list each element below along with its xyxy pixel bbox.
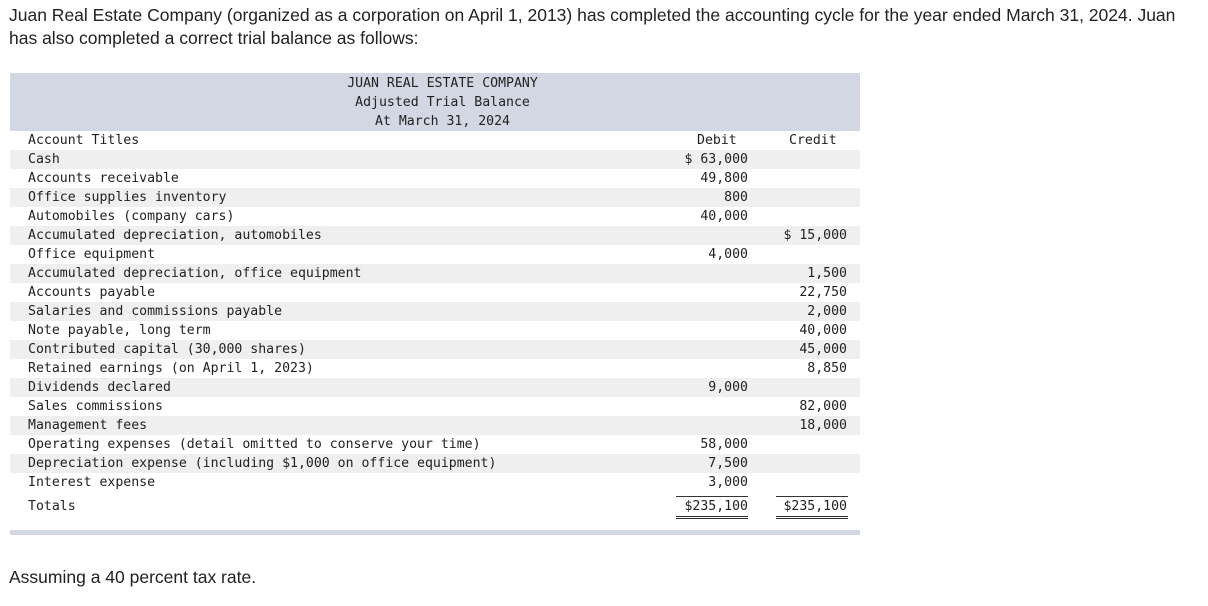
trial-balance-table <box>10 73 860 514</box>
credit-amount: 8,850 <box>807 361 847 376</box>
debit-total-double-underline <box>676 516 748 517</box>
credit-amount: 40,000 <box>799 323 847 338</box>
table-row <box>10 321 860 340</box>
debit-amount: 3,000 <box>708 475 748 490</box>
totals-row <box>10 497 860 516</box>
account-title: Sales commissions <box>28 399 163 414</box>
credit-total-double-underline <box>776 518 848 519</box>
credit-header: Credit <box>789 133 837 148</box>
table-row <box>10 283 860 302</box>
problem-intro: Juan Real Estate Company (organized as a corporation on April 1, 2013) has completed the accounting cycle for the year ended March 31, 2024. Juan has also completed a correct trial balance as follows: <box>9 5 1176 48</box>
debit-amount: 9,000 <box>708 380 748 395</box>
account-title: Office supplies inventory <box>28 190 227 205</box>
account-title: Salaries and commissions payable <box>28 304 283 319</box>
table-row <box>10 435 860 454</box>
company-name: JUAN REAL ESTATE COMPANY <box>347 76 538 91</box>
table-row <box>10 245 860 264</box>
account-title: Accumulated depreciation, office equipment <box>28 266 362 281</box>
account-title: Office equipment <box>28 247 156 262</box>
debit-amount: 800 <box>724 190 748 205</box>
statement-title: Adjusted Trial Balance <box>355 95 530 110</box>
account-title: Contributed capital (30,000 shares) <box>28 342 306 357</box>
credit-amount: 1,500 <box>807 266 847 281</box>
debit-amount: 7,500 <box>708 456 748 471</box>
credit-amount: 2,000 <box>807 304 847 319</box>
credit-total: $235,100 <box>783 499 847 514</box>
debit-header: Debit <box>697 133 737 148</box>
tax-rate-note: Assuming a 40 percent tax rate. <box>9 567 257 587</box>
table-row <box>10 188 860 207</box>
debit-total: $235,100 <box>684 499 748 514</box>
account-title: Interest expense <box>28 475 156 490</box>
account-title: Note payable, long term <box>28 323 211 338</box>
table-row <box>10 359 860 378</box>
statement-date: At March 31, 2024 <box>375 114 510 129</box>
account-title: Dividends declared <box>28 380 171 395</box>
credit-amount: 82,000 <box>799 399 847 414</box>
debit-total-double-underline <box>676 518 748 519</box>
table-row <box>10 150 860 169</box>
debit-amount: 4,000 <box>708 247 748 262</box>
table-row <box>10 416 860 435</box>
table-row <box>10 340 860 359</box>
account-title: Automobiles (company cars) <box>28 209 235 224</box>
account-title: Management fees <box>28 418 148 433</box>
account-title: Accounts receivable <box>28 171 179 186</box>
account-title: Operating expenses (detail omitted to conserve your time) <box>28 437 481 452</box>
account-title: Cash <box>28 152 60 167</box>
account-title: Accumulated depreciation, automobiles <box>28 228 322 243</box>
column-header-row <box>10 131 860 150</box>
credit-amount: 22,750 <box>799 285 847 300</box>
account-titles-header: Account Titles <box>28 133 140 148</box>
table-row <box>10 264 860 283</box>
credit-total-double-underline <box>776 516 848 517</box>
account-title: Retained earnings (on April 1, 2023) <box>28 361 314 376</box>
debit-amount: 40,000 <box>700 209 748 224</box>
credit-amount: 45,000 <box>799 342 847 357</box>
table-row <box>10 378 860 397</box>
table-row <box>10 169 860 188</box>
table-bottom-bar <box>10 530 860 535</box>
table-row <box>10 302 860 321</box>
credit-amount: $ 15,000 <box>783 228 847 243</box>
table-row <box>10 207 860 226</box>
account-title: Depreciation expense (including $1,000 on office equipment) <box>28 456 497 471</box>
account-title: Accounts payable <box>28 285 156 300</box>
debit-amount: 49,800 <box>700 171 748 186</box>
table-row <box>10 454 860 473</box>
table-row <box>10 473 860 492</box>
totals-label: Totals <box>28 499 76 514</box>
debit-amount: $ 63,000 <box>684 152 748 167</box>
debit-amount: 58,000 <box>700 437 748 452</box>
table-row <box>10 397 860 416</box>
credit-amount: 18,000 <box>799 418 847 433</box>
table-row <box>10 226 860 245</box>
table-header <box>10 73 860 131</box>
